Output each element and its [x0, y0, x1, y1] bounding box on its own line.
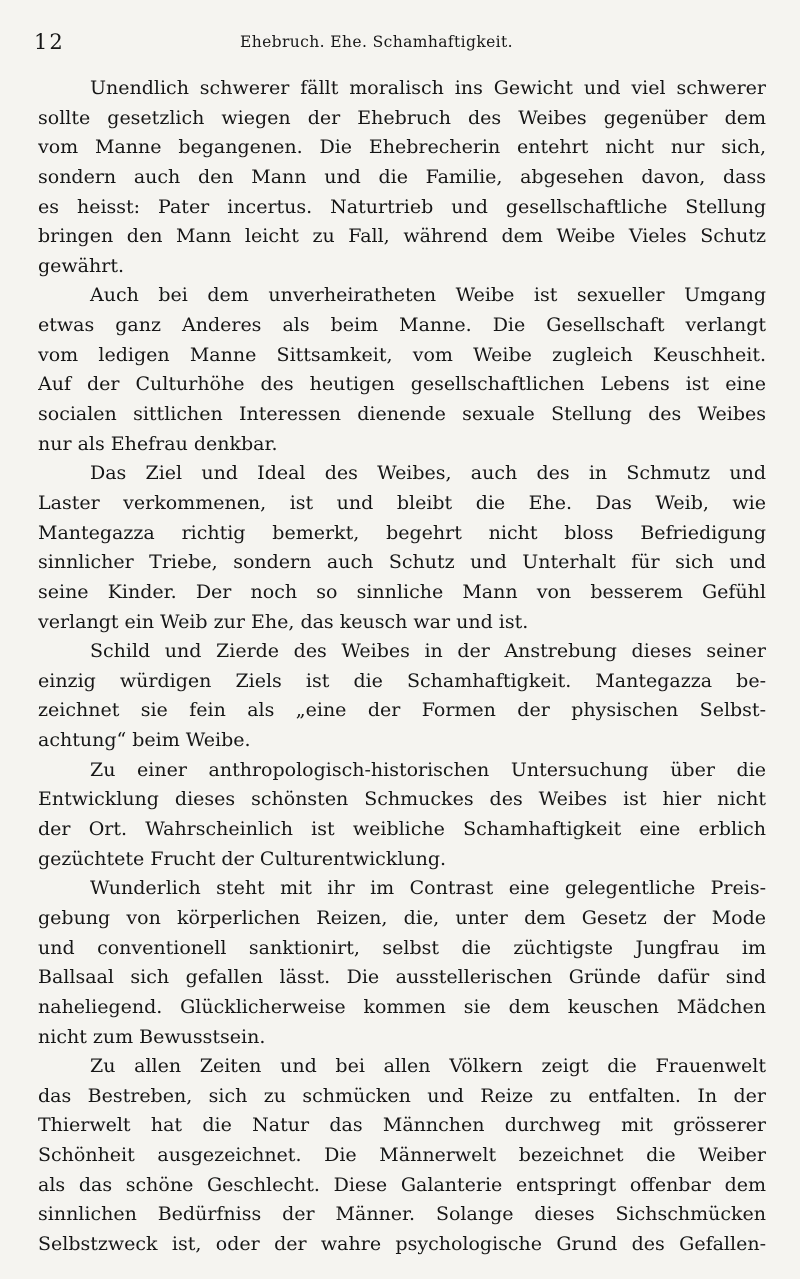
text-line: Das Ziel und Ideal des Weibes, auch des in Schmutz und	[90, 462, 766, 485]
text-line: und conventionell sanktionirt, selbst die züchtigste Jungfrau im	[38, 936, 766, 959]
text-line: Zu allen Zeiten und bei allen Völkern zeigt die Frauenwelt	[90, 1055, 766, 1078]
text-line: Auch bei dem unverheiratheten Weibe ist sexueller Umgang	[90, 284, 766, 307]
text-line: nicht zum Bewusstsein.	[38, 1025, 266, 1048]
text-line: Wunderlich steht mit ihr im Contrast eine gelegentliche Preis-	[90, 877, 766, 900]
text-line: einzig würdigen Ziels ist die Schamhaftigkeit. Mantegazza be-	[38, 669, 766, 692]
text-line: Selbstzweck ist, oder der wahre psychologische Grund des Gefallen-	[38, 1232, 766, 1255]
text-line: vom Manne begangenen. Die Ehebrecherin entehrt nicht nur sich,	[38, 136, 766, 159]
text-line: etwas ganz Anderes als beim Manne. Die Gesellschaft verlangt	[38, 314, 766, 337]
text-line: gewährt.	[38, 254, 124, 277]
text-line: sinnlichen Bedürfniss der Männer. Solange dieses Sichschmücken	[38, 1203, 766, 1226]
text-line: Schild und Zierde des Weibes in der Anstrebung dieses seiner	[90, 640, 766, 663]
text-line: socialen sittlichen Interessen dienende sexuale Stellung des Weibes	[38, 403, 766, 426]
text-line: Ballsaal sich gefallen lässt. Die ausstellerischen Gründe dafür sind	[38, 966, 766, 989]
text-line: Unendlich schwerer fällt moralisch ins Gewicht und viel schwerer	[90, 77, 766, 99]
text-line: naheliegend. Glücklicherweise kommen sie dem keuschen Mädchen	[38, 995, 766, 1018]
text-line: Mantegazza richtig bemerkt, begehrt nicht bloss Befriedigung	[38, 521, 766, 544]
text-line: Thierwelt hat die Natur das Männchen durchweg mit grösserer	[38, 1114, 766, 1137]
text-line: zeichnet sie fein als „eine der Formen der physischen Selbst-	[38, 699, 766, 722]
page-number: 12	[34, 30, 65, 54]
text-line: Laster verkommenen, ist und bleibt die Ehe. Das Weib, wie	[38, 491, 766, 514]
text-line: sollte gesetzlich wiegen der Ehebruch des Weibes gegenüber dem	[38, 106, 766, 129]
text-line: als das schöne Geschlecht. Diese Galanterie entspringt offenbar dem	[38, 1173, 766, 1196]
text-line: Auf der Culturhöhe des heutigen gesellschaftlichen Lebens ist eine	[38, 373, 766, 396]
text-line: Zu einer anthropologisch-historischen Untersuchung über die	[90, 758, 766, 781]
text-line: nur als Ehefrau denkbar.	[38, 432, 278, 455]
text-line: das Bestreben, sich zu schmücken und Reize zu entfalten. In der	[38, 1084, 766, 1107]
text-line: bringen den Mann leicht zu Fall, während dem Weibe Vieles Schutz	[38, 225, 766, 248]
running-head: Ehebruch. Ehe. Schamhaftigkeit.	[240, 33, 513, 51]
text-line: es heisst: Pater incertus. Naturtrieb und gesellschaftliche Stellung	[38, 195, 766, 218]
text-line: verlangt ein Weib zur Ehe, das keusch war und ist.	[38, 610, 529, 633]
text-line: achtung“ beim Weibe.	[38, 729, 251, 752]
text-line: der Ort. Wahrscheinlich ist weibliche Schamhaftigkeit eine erblich	[38, 818, 766, 841]
text-line: Schönheit ausgezeichnet. Die Männerwelt bezeichnet die Weiber	[38, 1144, 766, 1167]
text-line: gezüchtete Frucht der Culturentwicklung.	[38, 847, 447, 870]
text-line: Entwicklung dieses schönsten Schmuckes des Weibes ist hier nicht	[38, 788, 766, 811]
text-line: seine Kinder. Der noch so sinnliche Mann von besserem Gefühl	[38, 580, 766, 603]
text-line: vom ledigen Manne Sittsamkeit, vom Weibe zugleich Keuschheit.	[38, 343, 766, 366]
text-line: gebung von körperlichen Reizen, die, unter dem Gesetz der Mode	[38, 906, 766, 929]
body-text	[38, 74, 766, 1260]
text-line: sinnlicher Triebe, sondern auch Schutz und Unterhalt für sich und	[38, 551, 766, 574]
text-line: sondern auch den Mann und die Familie, abgesehen davon, dass	[38, 165, 766, 188]
